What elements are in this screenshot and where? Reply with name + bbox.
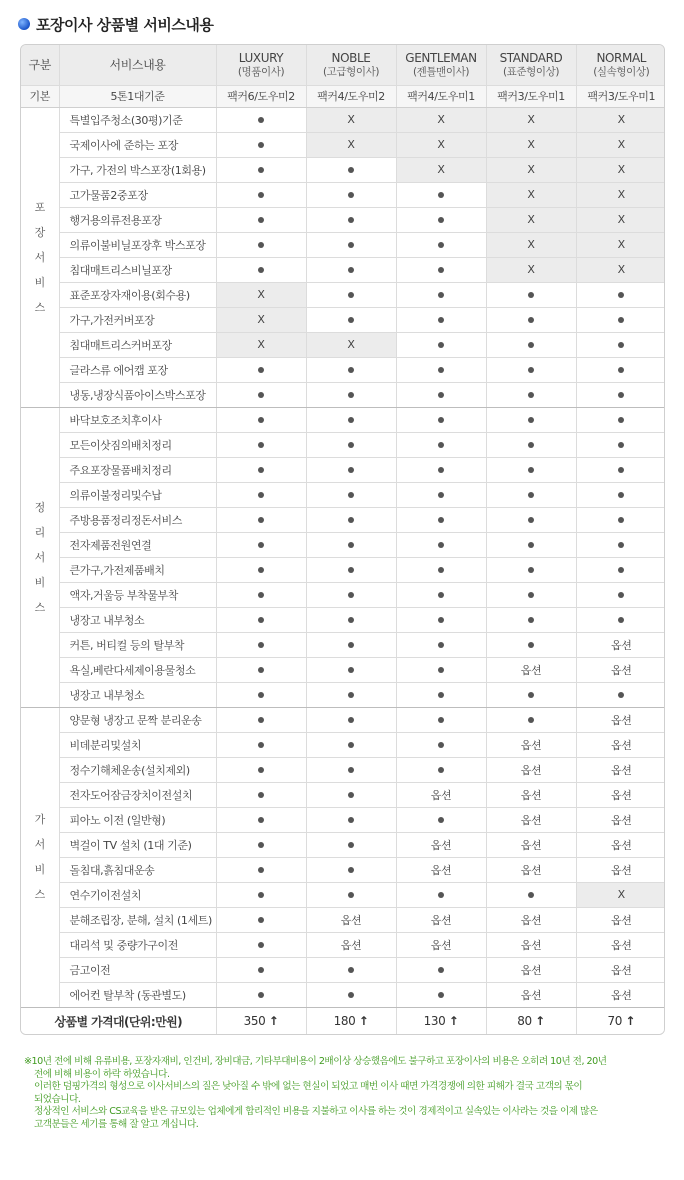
service-item: 가구,가전커버포장 — [59, 307, 216, 332]
included-dot-icon — [396, 982, 486, 1007]
included-dot-icon — [396, 382, 486, 407]
included-dot-icon — [396, 507, 486, 532]
table-row — [21, 232, 665, 257]
price-value: 180 ↑ — [306, 1007, 396, 1035]
option-cell: 옵션 — [396, 932, 486, 957]
header-plan-luxury: LUXURY (명품이사) — [216, 45, 306, 85]
option-cell: 옵션 — [576, 632, 665, 657]
not-included-cell: X — [306, 132, 396, 157]
included-dot-icon — [396, 182, 486, 207]
table-row — [21, 907, 665, 932]
option-cell: 옵션 — [486, 907, 576, 932]
service-item: 주요포장물품배치정리 — [59, 457, 216, 482]
included-dot-icon — [486, 482, 576, 507]
included-dot-icon — [216, 132, 306, 157]
not-included-cell: X — [396, 157, 486, 182]
included-dot-icon — [306, 607, 396, 632]
table-row — [21, 982, 665, 1007]
table-row — [21, 757, 665, 782]
included-dot-icon — [216, 257, 306, 282]
service-item: 큰가구,가전제품배치 — [59, 557, 216, 582]
included-dot-icon — [396, 482, 486, 507]
included-dot-icon — [306, 282, 396, 307]
included-dot-icon — [216, 457, 306, 482]
service-item: 국제이사에 준하는 포장 — [59, 132, 216, 157]
option-cell: 옵션 — [486, 857, 576, 882]
included-dot-icon — [576, 682, 665, 707]
option-cell: 옵션 — [486, 982, 576, 1007]
price-value: 350 ↑ — [216, 1007, 306, 1035]
included-dot-icon — [216, 857, 306, 882]
included-dot-icon — [306, 957, 396, 982]
included-dot-icon — [396, 332, 486, 357]
included-dot-icon — [306, 582, 396, 607]
included-dot-icon — [216, 582, 306, 607]
included-dot-icon — [396, 757, 486, 782]
table-row — [21, 132, 665, 157]
included-dot-icon — [486, 432, 576, 457]
included-dot-icon — [216, 557, 306, 582]
category-label: 포 장 서 비 스 — [21, 107, 59, 407]
service-item: 피아노 이전 (일반형) — [59, 807, 216, 832]
included-dot-icon — [306, 632, 396, 657]
included-dot-icon — [576, 457, 665, 482]
not-included-cell: X — [486, 232, 576, 257]
table-row — [21, 307, 665, 332]
included-dot-icon — [216, 507, 306, 532]
service-item: 커튼, 버티컬 등의 탈부착 — [59, 632, 216, 657]
option-cell: 옵션 — [576, 782, 665, 807]
option-cell: 옵션 — [306, 932, 396, 957]
included-dot-icon — [486, 407, 576, 432]
included-dot-icon — [576, 607, 665, 632]
included-dot-icon — [306, 982, 396, 1007]
included-dot-icon — [306, 857, 396, 882]
basic-label: 기본 — [21, 85, 59, 107]
included-dot-icon — [396, 682, 486, 707]
table-row — [21, 482, 665, 507]
option-cell: 옵션 — [576, 832, 665, 857]
up-arrow-icon: ↑ — [358, 1014, 369, 1029]
not-included-cell: X — [216, 307, 306, 332]
included-dot-icon — [306, 882, 396, 907]
category-label: 정 리 서 비 스 — [21, 407, 59, 707]
page-title: 포장이사 상품별 서비스내용 — [36, 15, 214, 34]
table-row — [21, 957, 665, 982]
not-included-cell: X — [576, 207, 665, 232]
service-item: 행거용의류전용포장 — [59, 207, 216, 232]
option-cell: 옵션 — [576, 982, 665, 1007]
included-dot-icon — [396, 432, 486, 457]
table-row — [21, 807, 665, 832]
included-dot-icon — [306, 657, 396, 682]
service-item: 분해조립장, 분해, 설치 (1세트) — [59, 907, 216, 932]
service-item: 양문형 냉장고 문짝 분리운송 — [59, 707, 216, 732]
option-cell: 옵션 — [486, 957, 576, 982]
included-dot-icon — [306, 182, 396, 207]
included-dot-icon — [396, 357, 486, 382]
service-item: 의류이불정리및수납 — [59, 482, 216, 507]
service-item: 정수기해체운송(설치제외) — [59, 757, 216, 782]
service-item: 냉장고 내부청소 — [59, 682, 216, 707]
included-dot-icon — [576, 432, 665, 457]
included-dot-icon — [216, 157, 306, 182]
service-item: 대리석 및 중량가구이전 — [59, 932, 216, 957]
included-dot-icon — [576, 532, 665, 557]
table-row — [21, 582, 665, 607]
included-dot-icon — [576, 482, 665, 507]
included-dot-icon — [306, 207, 396, 232]
table-row — [21, 457, 665, 482]
service-item: 전자제품전원연결 — [59, 532, 216, 557]
included-dot-icon — [216, 632, 306, 657]
option-cell: 옵션 — [486, 807, 576, 832]
included-dot-icon — [396, 207, 486, 232]
option-cell: 옵션 — [486, 732, 576, 757]
basic-value: 팩커3/도우미1 — [486, 85, 576, 107]
up-arrow-icon: ↑ — [535, 1014, 545, 1029]
header-plan-noble: NOBLE (고급형이사) — [306, 45, 396, 85]
included-dot-icon — [306, 832, 396, 857]
included-dot-icon — [486, 332, 576, 357]
header-plan-gentleman: GENTLEMAN (젠틀맨이사) — [396, 45, 486, 85]
included-dot-icon — [216, 482, 306, 507]
not-included-cell: X — [486, 257, 576, 282]
included-dot-icon — [306, 232, 396, 257]
service-item: 침대매트리스커버포장 — [59, 332, 216, 357]
included-dot-icon — [486, 607, 576, 632]
included-dot-icon — [216, 432, 306, 457]
included-dot-icon — [396, 607, 486, 632]
note-line: ※10년 전에 비해 유류비용, 포장자재비, 인건비, 장비대금, 기타부대비용이 2배이상 상승했음에도 불구하고 포장이사의 비용은 오히려 10년 전, 20년 — [24, 1056, 607, 1067]
service-item: 벽걸이 TV 설치 (1대 기준) — [59, 832, 216, 857]
included-dot-icon — [306, 157, 396, 182]
service-item: 액자,거울등 부착물부착 — [59, 582, 216, 607]
page-title-bar — [18, 12, 213, 36]
table-row — [21, 257, 665, 282]
included-dot-icon — [576, 407, 665, 432]
table-row — [21, 382, 665, 407]
included-dot-icon — [306, 557, 396, 582]
included-dot-icon — [396, 232, 486, 257]
included-dot-icon — [486, 882, 576, 907]
included-dot-icon — [306, 782, 396, 807]
option-cell: 옵션 — [486, 782, 576, 807]
included-dot-icon — [306, 707, 396, 732]
option-cell: 옵션 — [576, 732, 665, 757]
header-row — [21, 45, 665, 85]
included-dot-icon — [486, 632, 576, 657]
option-cell: 옵션 — [396, 907, 486, 932]
table-row — [21, 682, 665, 707]
not-included-cell: X — [576, 107, 665, 132]
included-dot-icon — [306, 432, 396, 457]
option-cell: 옵션 — [486, 757, 576, 782]
included-dot-icon — [486, 707, 576, 732]
price-label: 상품별 가격대(단위:만원) — [21, 1007, 216, 1035]
service-item: 주방용품정리정돈서비스 — [59, 507, 216, 532]
included-dot-icon — [396, 457, 486, 482]
included-dot-icon — [396, 807, 486, 832]
included-dot-icon — [306, 682, 396, 707]
option-cell: 옵션 — [486, 657, 576, 682]
included-dot-icon — [216, 532, 306, 557]
price-value: 70 ↑ — [576, 1007, 665, 1035]
blue-bullet-icon — [18, 18, 30, 30]
included-dot-icon — [576, 382, 665, 407]
not-included-cell: X — [486, 132, 576, 157]
included-dot-icon — [216, 732, 306, 757]
not-included-cell: X — [396, 107, 486, 132]
included-dot-icon — [486, 507, 576, 532]
table-row — [21, 207, 665, 232]
service-item: 욕실,베란다세제이용물청소 — [59, 657, 216, 682]
basic-value: 팩커4/도우미2 — [306, 85, 396, 107]
service-item: 의류이불비닐포장후 박스포장 — [59, 232, 216, 257]
option-cell: 옵션 — [576, 957, 665, 982]
included-dot-icon — [576, 282, 665, 307]
table-row — [21, 632, 665, 657]
included-dot-icon — [306, 257, 396, 282]
included-dot-icon — [216, 607, 306, 632]
included-dot-icon — [486, 382, 576, 407]
header-plan-standard: STANDARD (표준형이상) — [486, 45, 576, 85]
included-dot-icon — [216, 932, 306, 957]
included-dot-icon — [486, 282, 576, 307]
table-row — [21, 932, 665, 957]
not-included-cell: X — [576, 232, 665, 257]
included-dot-icon — [216, 907, 306, 932]
table-row — [21, 607, 665, 632]
table-row — [21, 707, 665, 732]
not-included-cell: X — [216, 282, 306, 307]
included-dot-icon — [486, 582, 576, 607]
note-line: 전에 비해 비용이 하락 하였습니다. — [34, 1068, 170, 1080]
service-item: 전자도어잠금장치이전설치 — [59, 782, 216, 807]
included-dot-icon — [576, 557, 665, 582]
footnotes — [24, 1056, 664, 1132]
included-dot-icon — [216, 382, 306, 407]
included-dot-icon — [306, 382, 396, 407]
table-row — [21, 107, 665, 132]
option-cell: 옵션 — [576, 907, 665, 932]
not-included-cell: X — [576, 182, 665, 207]
up-arrow-icon: ↑ — [448, 1014, 459, 1029]
included-dot-icon — [396, 957, 486, 982]
option-cell: 옵션 — [486, 932, 576, 957]
table-row — [21, 357, 665, 382]
service-item: 에어컨 탈부착 (동관별도) — [59, 982, 216, 1007]
included-dot-icon — [486, 357, 576, 382]
basic-row — [21, 85, 665, 107]
basic-value: 팩커4/도우미1 — [396, 85, 486, 107]
included-dot-icon — [216, 207, 306, 232]
included-dot-icon — [576, 582, 665, 607]
header-category: 구분 — [21, 45, 59, 85]
service-item: 연수기이전설치 — [59, 882, 216, 907]
table-row — [21, 732, 665, 757]
included-dot-icon — [306, 507, 396, 532]
table-row — [21, 282, 665, 307]
option-cell: 옵션 — [576, 657, 665, 682]
note-line: 정상적인 서비스와 CS교육을 받은 규모있는 업체에게 합리적인 비용을 지불하고 이사를 하는 것이 경제적이고 실속있는 이사라는 것을 이제 많은 — [34, 1106, 598, 1118]
service-item: 특별입주청소(30평)기준 — [59, 107, 216, 132]
included-dot-icon — [216, 757, 306, 782]
included-dot-icon — [306, 457, 396, 482]
table-row — [21, 507, 665, 532]
not-included-cell: X — [576, 882, 665, 907]
price-row — [21, 1007, 665, 1035]
included-dot-icon — [216, 707, 306, 732]
included-dot-icon — [396, 882, 486, 907]
basic-value: 팩커3/도우미1 — [576, 85, 665, 107]
up-arrow-icon: ↑ — [625, 1014, 636, 1029]
table-row — [21, 557, 665, 582]
included-dot-icon — [576, 332, 665, 357]
included-dot-icon — [216, 407, 306, 432]
not-included-cell: X — [486, 182, 576, 207]
not-included-cell: X — [576, 157, 665, 182]
included-dot-icon — [396, 532, 486, 557]
service-item: 침대매트리스비닐포장 — [59, 257, 216, 282]
service-item: 돌침대,흙침대운송 — [59, 857, 216, 882]
included-dot-icon — [486, 557, 576, 582]
included-dot-icon — [216, 657, 306, 682]
header-plan-normal: NORMAL (실속형이상) — [576, 45, 665, 85]
service-item: 모든이삿짐의배치정리 — [59, 432, 216, 457]
not-included-cell: X — [486, 157, 576, 182]
not-included-cell: X — [216, 332, 306, 357]
not-included-cell: X — [576, 257, 665, 282]
option-cell: 옵션 — [576, 807, 665, 832]
option-cell: 옵션 — [396, 782, 486, 807]
table-row — [21, 532, 665, 557]
table-row — [21, 407, 665, 432]
included-dot-icon — [216, 807, 306, 832]
included-dot-icon — [306, 307, 396, 332]
not-included-cell: X — [486, 107, 576, 132]
included-dot-icon — [396, 582, 486, 607]
included-dot-icon — [306, 757, 396, 782]
included-dot-icon — [216, 982, 306, 1007]
service-item: 표준포장자재이용(회수용) — [59, 282, 216, 307]
included-dot-icon — [306, 732, 396, 757]
note-line: 고객분들은 세기를 통해 잘 알고 계십니다. — [34, 1118, 199, 1130]
option-cell: 옵션 — [576, 932, 665, 957]
included-dot-icon — [216, 682, 306, 707]
included-dot-icon — [306, 807, 396, 832]
included-dot-icon — [216, 182, 306, 207]
basic-value: 팩커6/도우미2 — [216, 85, 306, 107]
not-included-cell: X — [486, 207, 576, 232]
included-dot-icon — [306, 482, 396, 507]
table-row — [21, 182, 665, 207]
service-item: 냉동,냉장식품아이스박스포장 — [59, 382, 216, 407]
included-dot-icon — [216, 357, 306, 382]
included-dot-icon — [216, 232, 306, 257]
note-line: 이러한 덤핑가격의 형성으로 이사서비스의 질은 낮아질 수 밖에 없는 현실이 되었고 매번 이사 때면 가격경쟁에 의한 피해가 결국 고객의 몫이 — [34, 1081, 583, 1093]
option-cell: 옵션 — [486, 832, 576, 857]
included-dot-icon — [486, 457, 576, 482]
table-row — [21, 857, 665, 882]
option-cell: 옵션 — [576, 757, 665, 782]
included-dot-icon — [216, 107, 306, 132]
not-included-cell: X — [396, 132, 486, 157]
table-row — [21, 657, 665, 682]
included-dot-icon — [486, 682, 576, 707]
table-row — [21, 782, 665, 807]
included-dot-icon — [306, 407, 396, 432]
included-dot-icon — [396, 282, 486, 307]
section-1 — [21, 407, 665, 707]
section-2 — [21, 707, 665, 1007]
included-dot-icon — [576, 307, 665, 332]
option-cell: 옵션 — [576, 707, 665, 732]
table-row — [21, 157, 665, 182]
service-item: 냉장고 내부청소 — [59, 607, 216, 632]
included-dot-icon — [216, 882, 306, 907]
not-included-cell: X — [306, 107, 396, 132]
table-row — [21, 332, 665, 357]
included-dot-icon — [396, 307, 486, 332]
basic-service: 5톤1대기준 — [59, 85, 216, 107]
section-0 — [21, 107, 665, 407]
price-value: 130 ↑ — [396, 1007, 486, 1035]
note-line: 되었습니다. — [34, 1093, 81, 1105]
table-row — [21, 832, 665, 857]
header-service: 서비스내용 — [59, 45, 216, 85]
included-dot-icon — [396, 632, 486, 657]
included-dot-icon — [306, 532, 396, 557]
not-included-cell: X — [576, 132, 665, 157]
included-dot-icon — [396, 557, 486, 582]
included-dot-icon — [576, 507, 665, 532]
option-cell: 옵션 — [576, 857, 665, 882]
service-item: 고가물품2중포장 — [59, 182, 216, 207]
service-item: 바닥보호조치후이사 — [59, 407, 216, 432]
price-value: 80 ↑ — [486, 1007, 576, 1035]
table-row — [21, 432, 665, 457]
included-dot-icon — [216, 782, 306, 807]
included-dot-icon — [216, 832, 306, 857]
not-included-cell: X — [306, 332, 396, 357]
service-item: 가구, 가전의 박스포장(1회용) — [59, 157, 216, 182]
included-dot-icon — [396, 657, 486, 682]
included-dot-icon — [486, 307, 576, 332]
option-cell: 옵션 — [306, 907, 396, 932]
service-item: 금고이전 — [59, 957, 216, 982]
included-dot-icon — [396, 257, 486, 282]
service-item: 글라스류 에어캡 포장 — [59, 357, 216, 382]
service-table — [20, 44, 665, 1035]
included-dot-icon — [396, 707, 486, 732]
included-dot-icon — [396, 732, 486, 757]
category-label: 가 서 비 스 — [21, 707, 59, 1007]
included-dot-icon — [486, 532, 576, 557]
table-row — [21, 882, 665, 907]
included-dot-icon — [576, 357, 665, 382]
up-arrow-icon: ↑ — [268, 1014, 279, 1029]
option-cell: 옵션 — [396, 857, 486, 882]
included-dot-icon — [306, 357, 396, 382]
service-item: 비데분리및설치 — [59, 732, 216, 757]
option-cell: 옵션 — [396, 832, 486, 857]
included-dot-icon — [396, 407, 486, 432]
included-dot-icon — [216, 957, 306, 982]
